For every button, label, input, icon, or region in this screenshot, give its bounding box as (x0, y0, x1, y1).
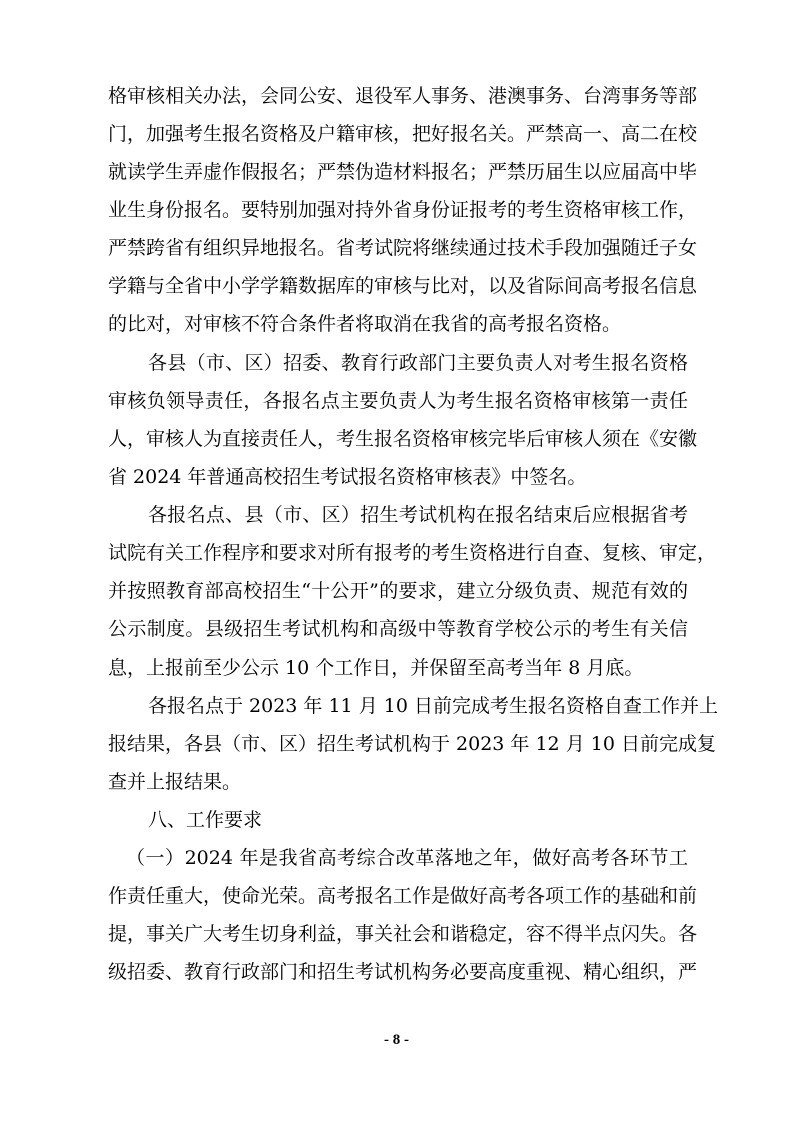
text-line: 格审核相关办法，会同公安、退役军人事务、港澳事务、台湾事务等部 (108, 85, 698, 107)
text-line: 人，审核人为直接责任人，考生报名资格审核完毕后审核人须在《安徽 (108, 428, 698, 450)
page-number: - 8 - (384, 1032, 409, 1048)
text-line: 省 2024 年普通高校招生考试报名资格审核表》中签名。 (108, 466, 587, 488)
text-line: 各报名点于 2023 年 11 月 10 日前完成考生报名资格自查工作并上 (148, 695, 718, 717)
text-line: 就读学生弄虚作假报名；严禁伪造材料报名；严禁历届生以应届高中毕 (108, 161, 698, 183)
text-line: 级招委、教育行政部门和招生考试机构务必要高度重视、精心组织，严 (108, 961, 698, 983)
text-line: 各报名点、县（市、区）招生考试机构在报名结束后应根据省考 (148, 504, 688, 526)
text-line: 严禁跨省有组织异地报名。省考试院将继续通过技术手段加强随迁子女 (108, 237, 698, 259)
text-line: 业生身份报名。要特别加强对持外省身份证报考的考生资格审核工作， (108, 199, 698, 221)
text-line: 息，上报前至少公示 10 个工作日，并保留至高考当年 8 月底。 (108, 657, 644, 679)
text-line: 的比对，对审核不符合条件者将取消在我省的高考报名资格。 (108, 313, 622, 335)
text-line: 门，加强考生报名资格及户籍审核，把好报名关。严禁高一、高二在校 (108, 123, 698, 145)
text-line: 查并上报结果。 (108, 771, 242, 793)
text-line: 作责任重大，使命光荣。高考报名工作是做好高考各项工作的基础和前 (108, 885, 698, 907)
text-line: 提，事关广大考生切身利益，事关社会和谐稳定，容不得半点闪失。各 (108, 923, 698, 945)
text-line: 公示制度。县级招生考试机构和高级中等教育学校公示的考生有关信 (108, 618, 688, 640)
text-line: （一）2024 年是我省高考综合改革落地之年，做好高考各环节工 (126, 847, 688, 869)
text-line: 并按照教育部高校招生“十公开”的要求，建立分级负责、规范有效的 (108, 580, 688, 602)
text-line: 报结果，各县（市、区）招生考试机构于 2023 年 12 月 10 日前完成复 (108, 733, 716, 755)
section-heading: 八、工作要求 (148, 809, 263, 831)
text-line: 各县（市、区）招委、教育行政部门主要负责人对考生报名资格 (148, 352, 688, 374)
text-line: 学籍与全省中小学学籍数据库的审核与比对，以及省际间高考报名信息 (108, 275, 698, 297)
text-line: 试院有关工作程序和要求对所有报考的考生资格进行自查、复核、审定， (108, 542, 717, 564)
text-line: 审核负领导责任，各报名点主要负责人为考生报名资格审核第一责任 (108, 390, 688, 412)
